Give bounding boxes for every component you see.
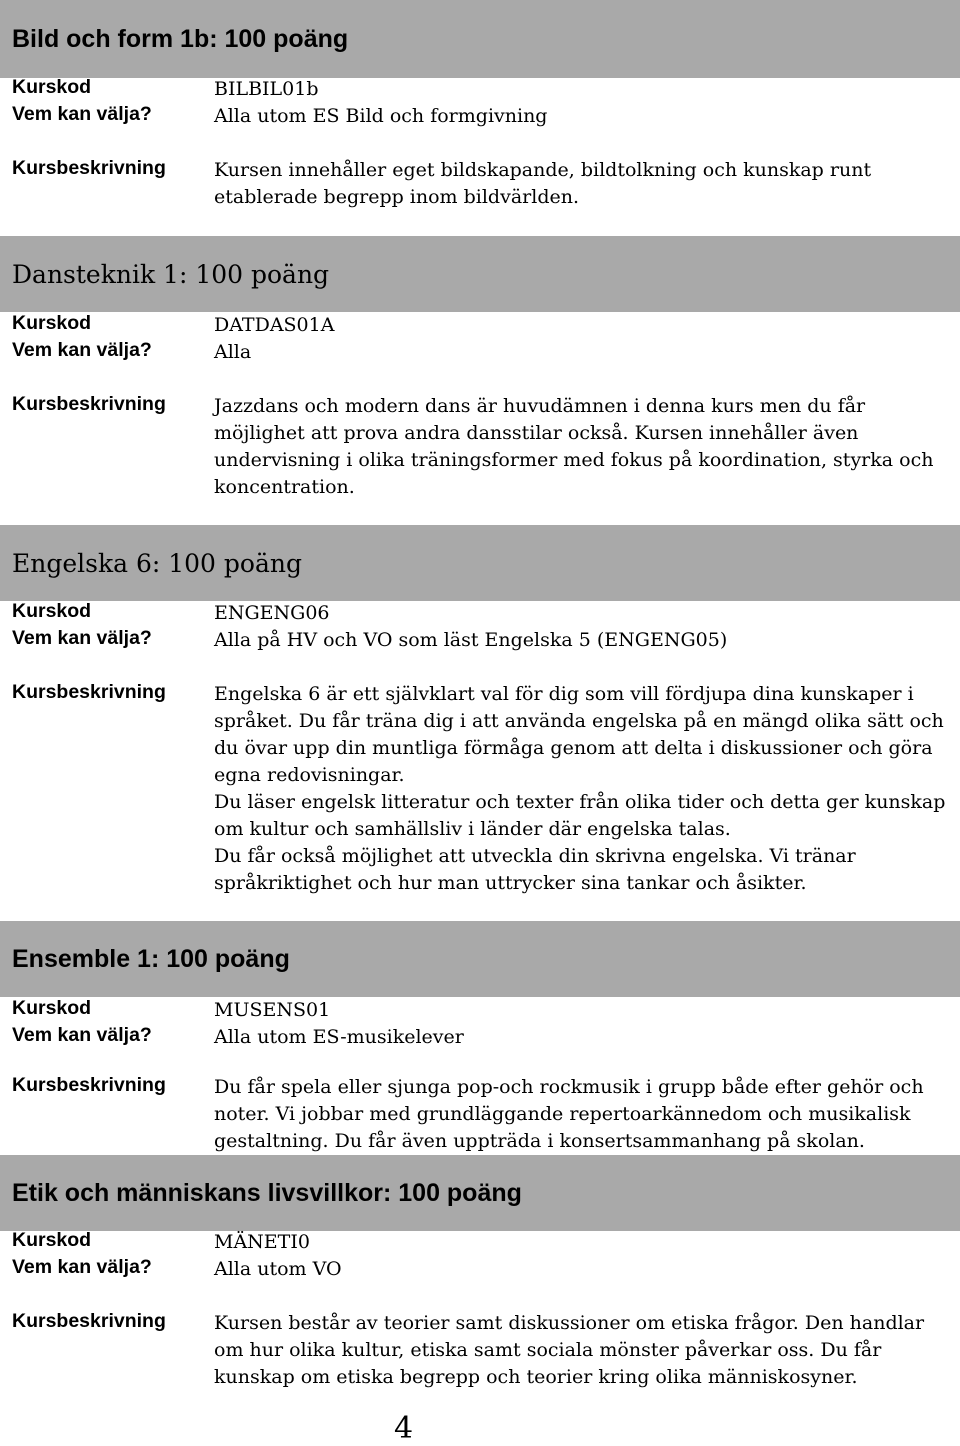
course-description [214, 393, 949, 501]
course-description [214, 681, 949, 897]
kurskod-label: Kurskod [12, 600, 92, 622]
page-number: 4 [394, 1411, 414, 1446]
course-eligibility: Alla [214, 341, 252, 363]
course-description [214, 1310, 949, 1391]
description-paragraph: Du får spela eller sjunga pop-och rockmusik i grupp både efter gehör och noter. Vi jobbar med grundläggande repertoarkännedom och musikalisk gestaltning. Du får även uppträda i konsertsammanhang på skolan. [214, 1076, 924, 1152]
vem-kan-valja-label: Vem kan välja? [12, 339, 152, 361]
course-description [214, 157, 949, 211]
course-code: MÄNETI0 [214, 1231, 310, 1253]
course-code: DATDAS01A [214, 314, 335, 336]
kursbeskrivning-label: Kursbeskrivning [12, 681, 166, 703]
kursbeskrivning-label: Kursbeskrivning [12, 393, 166, 415]
course-eligibility: Alla utom ES Bild och formgivning [214, 105, 548, 127]
description-paragraph: Jazzdans och modern dans är huvudämnen i denna kurs men du får möjlighet att prova andra dansstilar också. Kursen innehåller även undervisning i olika träningsformer med fokus på koordination, styrka och koncentration. [214, 395, 934, 498]
description-paragraph: Kursen innehåller eget bildskapande, bildtolkning och kunskap runt etablerade begrepp inom bildvärlden. [214, 159, 872, 208]
vem-kan-valja-label: Vem kan välja? [12, 103, 152, 125]
course-description [214, 1074, 949, 1155]
course-title: Etik och människans livsvillkor: 100 poäng [0, 1155, 960, 1231]
kurskod-label: Kurskod [12, 76, 92, 98]
course-code: MUSENS01 [214, 999, 331, 1021]
kurskod-label: Kurskod [12, 997, 92, 1019]
course-code: BILBIL01b [214, 78, 319, 100]
description-paragraph: Du får också möjlighet att utveckla din skrivna engelska. Vi tränar språkriktighet och hur man uttrycker sina tankar och åsikter. [214, 845, 856, 894]
course-code: ENGENG06 [214, 602, 330, 624]
description-paragraph: Engelska 6 är ett självklart val för dig som vill fördjupa dina kunskaper i språket. Du får träna dig i att använda engelska på en mängd olika sätt och du övar upp din muntliga förmåga genom att delta i diskussioner och göra egna redovisningar. [214, 683, 944, 786]
kursbeskrivning-label: Kursbeskrivning [12, 1310, 166, 1332]
description-paragraph: Kursen består av teorier samt diskussioner om etiska frågor. Den handlar om hur olika kultur, etiska samt sociala mönster påverkar oss. Du får kunskap om etiska begrepp och teorier kring olika människosyner. [214, 1312, 925, 1388]
course-title: Bild och form 1b: 100 poäng [0, 0, 960, 78]
course-title: Ensemble 1: 100 poäng [0, 921, 960, 997]
course-title: Engelska 6: 100 poäng [0, 525, 960, 601]
vem-kan-valja-label: Vem kan välja? [12, 1256, 152, 1278]
kurskod-label: Kurskod [12, 312, 92, 334]
course-eligibility: Alla på HV och VO som läst Engelska 5 (ENGENG05) [214, 629, 728, 651]
course-eligibility: Alla utom VO [214, 1258, 342, 1280]
kursbeskrivning-label: Kursbeskrivning [12, 157, 166, 179]
kurskod-label: Kurskod [12, 1229, 92, 1251]
vem-kan-valja-label: Vem kan välja? [12, 627, 152, 649]
kursbeskrivning-label: Kursbeskrivning [12, 1074, 166, 1096]
course-eligibility: Alla utom ES-musikelever [214, 1026, 464, 1048]
description-paragraph: Du läser engelsk litteratur och texter från olika tider och detta ger kunskap om kultur och samhällsliv i länder där engelska talas. [214, 791, 946, 840]
vem-kan-valja-label: Vem kan välja? [12, 1024, 152, 1046]
course-title: Dansteknik 1: 100 poäng [0, 236, 960, 312]
